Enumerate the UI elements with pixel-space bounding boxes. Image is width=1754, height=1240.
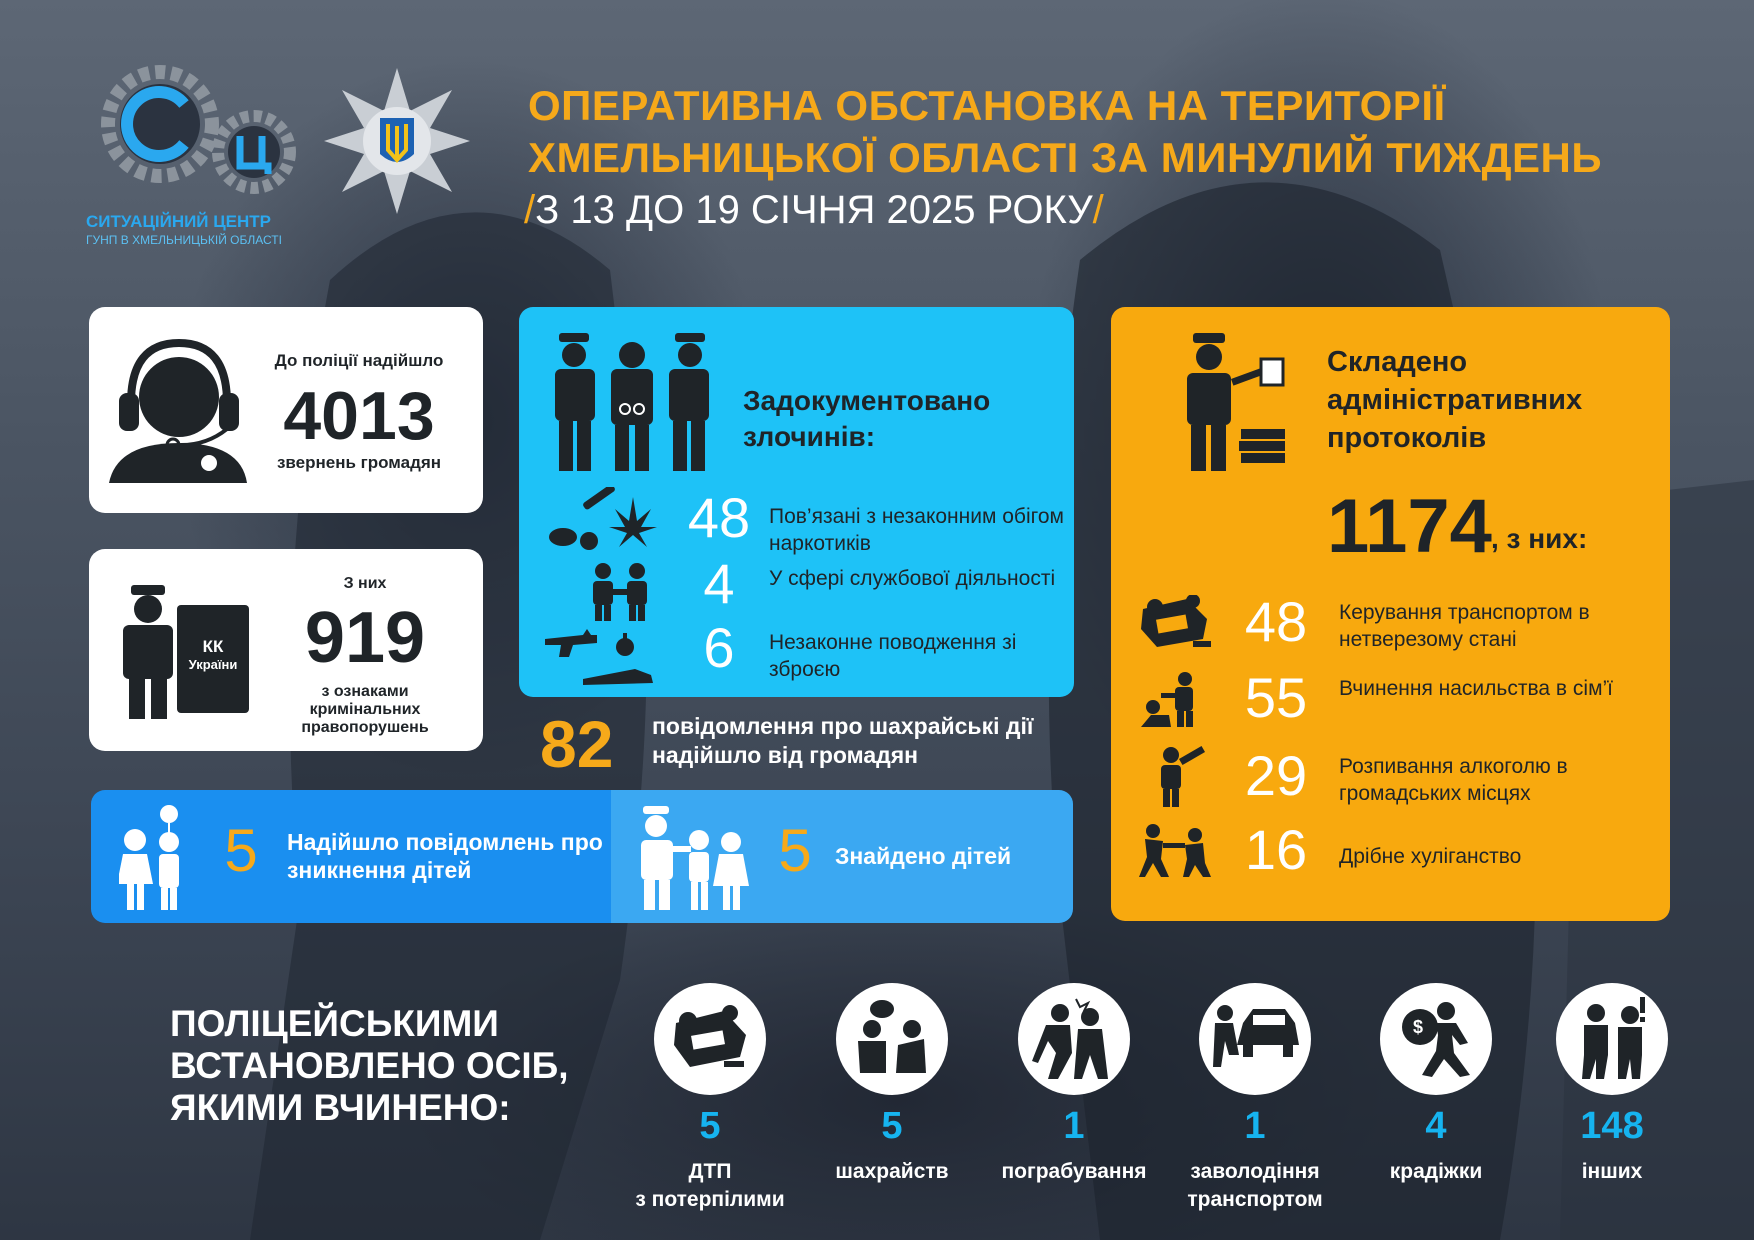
- identified-heading-line3: ЯКИМИ ВЧИНЕНО:: [170, 1087, 511, 1128]
- weapon-icon: [543, 625, 659, 687]
- identified-other-value: 148: [1580, 1105, 1644, 1147]
- calls-value: 4013: [283, 378, 435, 454]
- book-line2: України: [188, 657, 238, 672]
- protocol-drunk-driving-value: 48: [1244, 590, 1308, 653]
- missing-children-label: Надійшло повідомлень про зникнення дітей: [287, 829, 603, 883]
- identified-car-crash-label: [615, 1158, 805, 1214]
- missing-children-panel: [91, 790, 611, 923]
- protocol-alcohol-label: Розпивання алкоголю в громадських місцях: [1339, 755, 1568, 805]
- svg-text:$: $: [1413, 1017, 1424, 1037]
- missing-children-value: 5: [224, 817, 258, 884]
- criminal-caption-bottom: з ознаками кримінальних правопорушень: [301, 683, 429, 736]
- period-row: [524, 188, 1104, 233]
- protocol-hooliganism-label: Дрібне хуліганство: [1339, 845, 1522, 868]
- drugs-icon: [547, 487, 657, 551]
- page-title-line1: ОПЕРАТИВНА ОБСТАНОВКА НА ТЕРИТОРІЇ: [528, 82, 1446, 129]
- criminal-caption-top: З них: [343, 575, 387, 592]
- car-crash-icon: [654, 983, 766, 1095]
- arrest-officers-icon: [547, 333, 717, 473]
- calls-caption-top: До поліції надійшло: [274, 351, 444, 370]
- identified-robbery-label: пограбування: [1001, 1160, 1147, 1183]
- identified-other-label: інших: [1581, 1160, 1643, 1183]
- drinking-icon: [1149, 745, 1209, 807]
- criminal-card: [89, 549, 483, 751]
- criminal-code-book-icon: [177, 605, 249, 713]
- identified-heading: [170, 1003, 568, 1129]
- protocol-domestic-violence-label: Вчинення насильства в сім’ї: [1339, 677, 1614, 700]
- crime-weapon-value: 6: [703, 616, 735, 679]
- situation-center-logo: [92, 64, 312, 224]
- crime-drugs-label: Пов’язані з незаконним обігом наркотиків: [769, 505, 1064, 555]
- crimes-heading: Задокументовано злочинів:: [743, 385, 991, 452]
- fraud-label: повідомлення про шахрайські дії надійшло від громадян: [652, 713, 1034, 768]
- crime-drugs-value: 48: [687, 486, 751, 549]
- criminal-value: 919: [304, 598, 426, 678]
- identified-robbery-value: 1: [1063, 1105, 1085, 1147]
- overturned-car-icon: [1137, 595, 1213, 651]
- logo-subtitle: ГУНП В ХМЕЛЬНИЦЬКІЙ ОБЛАСТІ: [86, 233, 282, 247]
- identified-car-crash-label-line1: ДТП: [688, 1160, 732, 1183]
- robbery-icon: [1018, 983, 1130, 1095]
- period-slash-right: /: [1092, 188, 1104, 232]
- crime-corruption-value: 4: [703, 552, 735, 615]
- protocols-heading: Складено адміністративних протоколів: [1327, 346, 1583, 454]
- identified-car-crash-label-line2: з потерпілими: [635, 1188, 785, 1211]
- protocols-value: 1174: [1327, 484, 1492, 569]
- identified-car-theft-label: [1160, 1158, 1350, 1214]
- hooliganism-icon: [1139, 823, 1211, 879]
- logo-title: СИТУАЦІЙНИЙ ЦЕНТР: [86, 212, 272, 231]
- identified-heading-line2: ВСТАНОВЛЕНО ОСІБ,: [170, 1045, 569, 1086]
- identified-fraud-value: 5: [881, 1105, 903, 1147]
- protocol-hooliganism-value: 16: [1244, 818, 1308, 881]
- identified-car-crash-value: 5: [699, 1105, 721, 1147]
- police-officer-icon: [113, 585, 183, 719]
- corruption-icon: [589, 561, 653, 621]
- fraud-value: 82: [540, 707, 614, 781]
- period-slash-left: /: [524, 188, 536, 232]
- theft-icon: [1380, 983, 1492, 1095]
- crime-weapon-label: Незаконне поводження зі зброєю: [769, 631, 1017, 681]
- calls-card: [89, 307, 483, 513]
- domestic-violence-icon: [1141, 671, 1209, 729]
- protocols-card: [1111, 307, 1670, 921]
- protocols-suffix: , з них:: [1491, 523, 1588, 554]
- officer-with-children-icon: [639, 806, 749, 910]
- identified-car-theft-label-line2: транспортом: [1187, 1188, 1323, 1211]
- protocol-domestic-violence-value: 55: [1244, 666, 1308, 729]
- other-crimes-icon: [1556, 983, 1668, 1095]
- book-line1: КК: [202, 637, 224, 656]
- children-balloon-icon: [119, 804, 193, 914]
- period-text: З 13 ДО 19 СІЧНЯ 2025 РОКУ: [535, 188, 1093, 232]
- identified-heading-line1: ПОЛІЦЕЙСЬКИМИ: [170, 1003, 499, 1044]
- identified-theft-value: 4: [1425, 1105, 1447, 1147]
- identified-car-theft-value: 1: [1244, 1105, 1266, 1147]
- protocol-alcohol-value: 29: [1244, 744, 1308, 807]
- car-theft-icon: [1199, 983, 1311, 1095]
- found-children-value: 5: [778, 817, 812, 884]
- found-children-panel: [611, 790, 1073, 923]
- identified-fraud-label: шахрайств: [835, 1160, 949, 1183]
- page-title-line2: ХМЕЛЬНИЦЬКОЇ ОБЛАСТІ ЗА МИНУЛИЙ ТИЖДЕНЬ: [528, 134, 1603, 181]
- found-children-label: Знайдено дітей: [835, 843, 1012, 869]
- identified-theft-label: крадіжки: [1389, 1160, 1483, 1183]
- fraud-icon: [836, 983, 948, 1095]
- operator-headset-icon: [107, 333, 247, 493]
- protocol-drunk-driving-label: Керування транспортом в нетверезому стані: [1339, 601, 1590, 651]
- police-emblem-icon: [322, 66, 472, 216]
- calls-caption-bottom: звернень громадян: [276, 453, 442, 472]
- crime-corruption-label: У сфері службової діяльності: [769, 567, 1056, 590]
- identified-car-theft-label-line1: заволодіння: [1190, 1160, 1320, 1183]
- officer-writing-ticket-icon: [1181, 333, 1291, 473]
- crimes-card: [519, 307, 1074, 697]
